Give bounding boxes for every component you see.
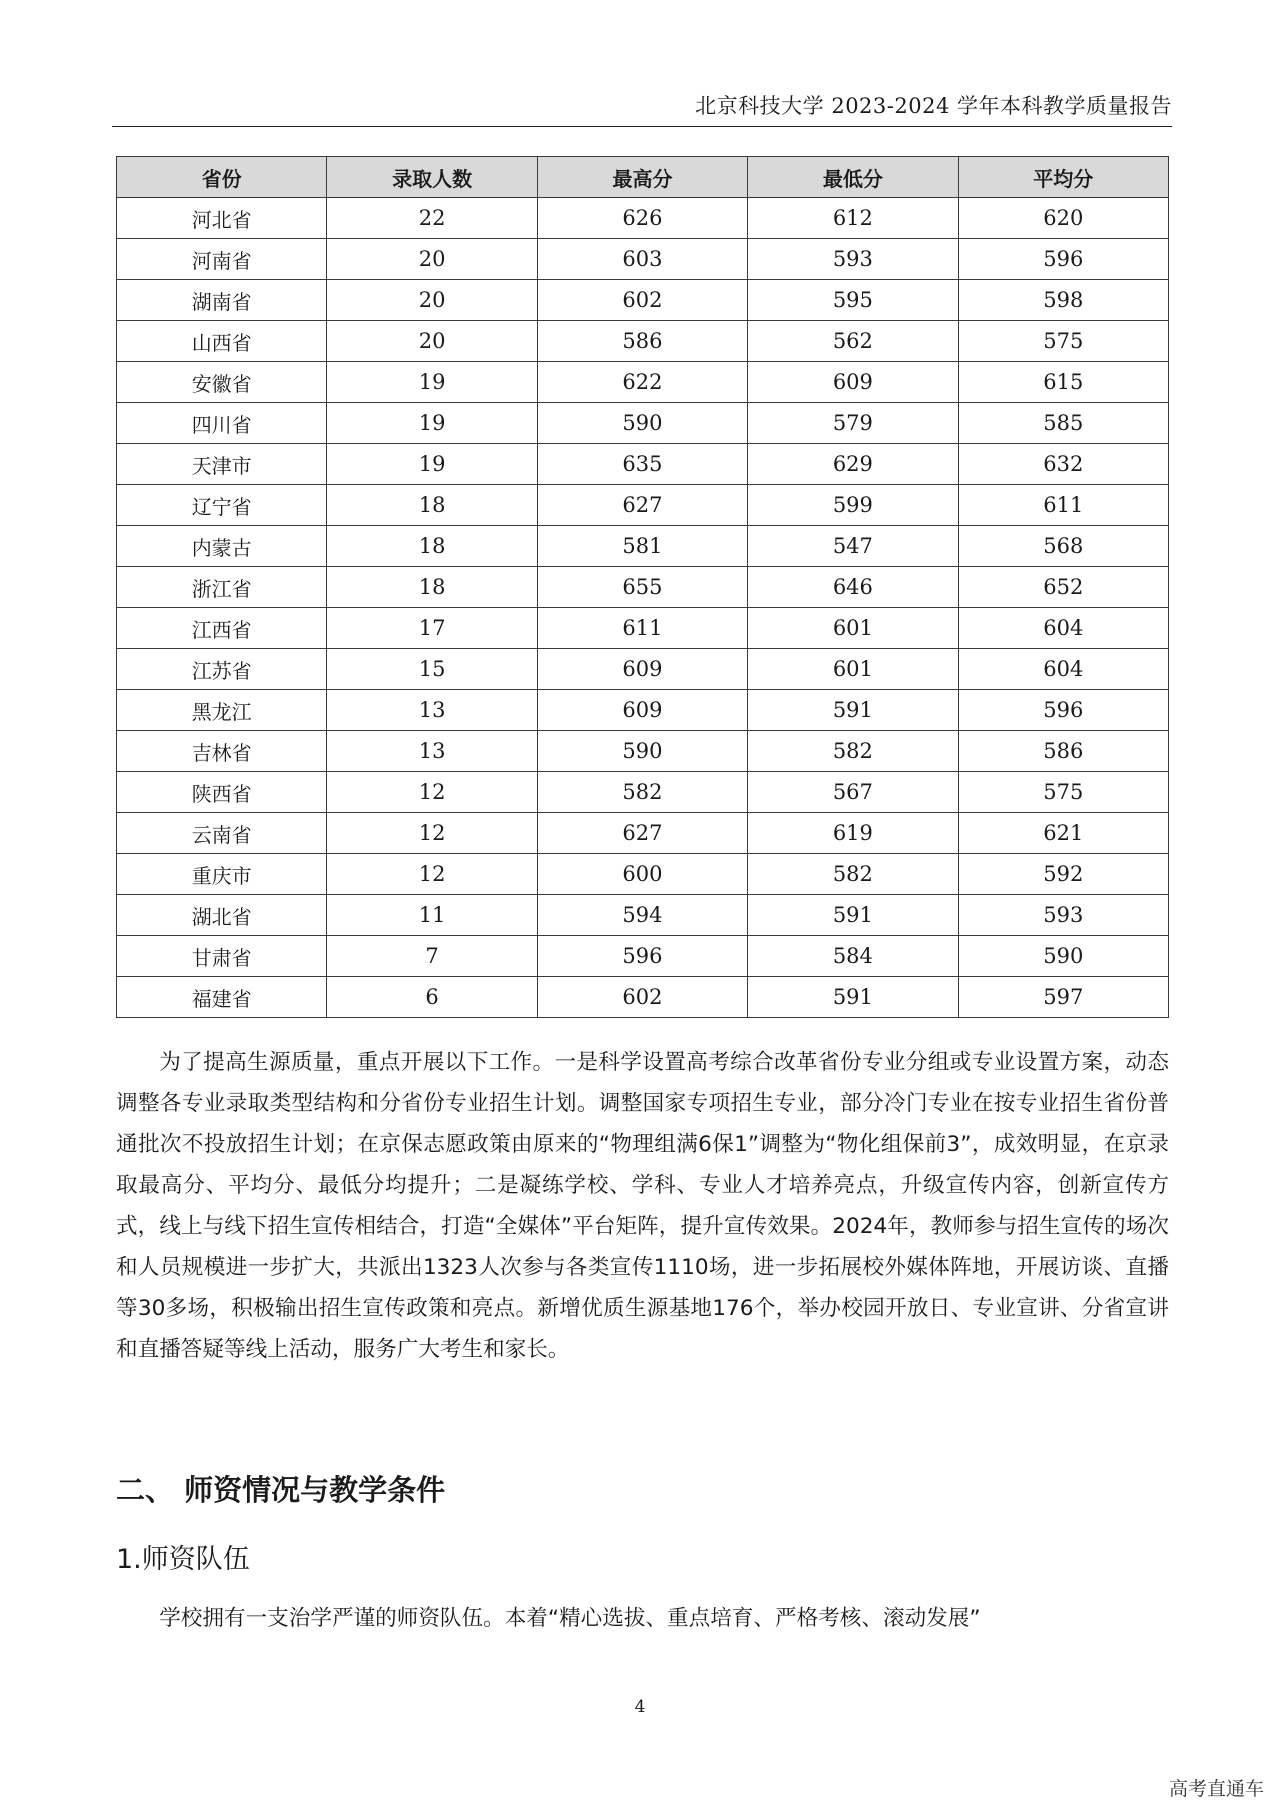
table-row bbox=[117, 485, 1169, 526]
table-row bbox=[117, 403, 1169, 444]
cell-admitted: 12 bbox=[327, 854, 537, 895]
cell-province: 湖北省 bbox=[117, 895, 327, 936]
table-row bbox=[117, 526, 1169, 567]
page-header bbox=[112, 88, 1172, 127]
cell-avg-score: 604 bbox=[958, 608, 1168, 649]
cell-admitted: 18 bbox=[327, 485, 537, 526]
cell-max-score: 590 bbox=[537, 403, 747, 444]
cell-max-score: 611 bbox=[537, 608, 747, 649]
table-row bbox=[117, 772, 1169, 813]
cell-max-score: 655 bbox=[537, 567, 747, 608]
table-row bbox=[117, 813, 1169, 854]
cell-avg-score: 652 bbox=[958, 567, 1168, 608]
table-row bbox=[117, 895, 1169, 936]
cell-avg-score: 615 bbox=[958, 362, 1168, 403]
table-row bbox=[117, 690, 1169, 731]
cell-avg-score: 620 bbox=[958, 198, 1168, 239]
section-heading: 二、 师资情况与教学条件 bbox=[116, 1473, 446, 1507]
cell-min-score: 591 bbox=[748, 895, 958, 936]
cell-min-score: 609 bbox=[748, 362, 958, 403]
cell-max-score: 635 bbox=[537, 444, 747, 485]
cell-max-score: 627 bbox=[537, 485, 747, 526]
cell-min-score: 619 bbox=[748, 813, 958, 854]
cell-max-score: 609 bbox=[537, 690, 747, 731]
cell-min-score: 612 bbox=[748, 198, 958, 239]
cell-admitted: 7 bbox=[327, 936, 537, 977]
cell-max-score: 627 bbox=[537, 813, 747, 854]
cell-province: 江西省 bbox=[117, 608, 327, 649]
cell-province: 内蒙古 bbox=[117, 526, 327, 567]
cell-province: 浙江省 bbox=[117, 567, 327, 608]
page-number: 4 bbox=[634, 1697, 646, 1717]
cell-avg-score: 596 bbox=[958, 239, 1168, 280]
table-row bbox=[117, 198, 1169, 239]
cell-admitted: 13 bbox=[327, 690, 537, 731]
cell-admitted: 13 bbox=[327, 731, 537, 772]
cell-max-score: 581 bbox=[537, 526, 747, 567]
cell-max-score: 603 bbox=[537, 239, 747, 280]
cell-province: 重庆市 bbox=[117, 854, 327, 895]
cell-avg-score: 585 bbox=[958, 403, 1168, 444]
table-row bbox=[117, 608, 1169, 649]
admission-scores-table bbox=[116, 156, 1169, 1018]
cell-min-score: 593 bbox=[748, 239, 958, 280]
cell-min-score: 595 bbox=[748, 280, 958, 321]
cell-min-score: 646 bbox=[748, 567, 958, 608]
cell-min-score: 629 bbox=[748, 444, 958, 485]
subsection-heading: 1.师资队伍 bbox=[116, 1544, 250, 1575]
cell-admitted: 20 bbox=[327, 239, 537, 280]
cell-admitted: 6 bbox=[327, 977, 537, 1018]
cell-province: 四川省 bbox=[117, 403, 327, 444]
table-row bbox=[117, 977, 1169, 1018]
cell-avg-score: 590 bbox=[958, 936, 1168, 977]
cell-admitted: 17 bbox=[327, 608, 537, 649]
cell-province: 黑龙江 bbox=[117, 690, 327, 731]
cell-admitted: 12 bbox=[327, 813, 537, 854]
cell-max-score: 602 bbox=[537, 280, 747, 321]
cell-max-score: 626 bbox=[537, 198, 747, 239]
cell-admitted: 11 bbox=[327, 895, 537, 936]
cell-avg-score: 575 bbox=[958, 772, 1168, 813]
cell-avg-score: 586 bbox=[958, 731, 1168, 772]
column-header-province: 省份 bbox=[117, 157, 327, 198]
cell-min-score: 582 bbox=[748, 854, 958, 895]
cell-min-score: 567 bbox=[748, 772, 958, 813]
header-title: 北京科技大学 2023-2024 学年本科教学质量报告 bbox=[695, 94, 1172, 118]
table-row bbox=[117, 239, 1169, 280]
watermark: 高考直通车 bbox=[1168, 1778, 1264, 1800]
cell-avg-score: 593 bbox=[958, 895, 1168, 936]
cell-admitted: 12 bbox=[327, 772, 537, 813]
cell-admitted: 20 bbox=[327, 280, 537, 321]
cell-province: 河北省 bbox=[117, 198, 327, 239]
body-paragraph-2: 学校拥有一支治学严谨的师资队伍。本着“精心选拔、重点培育、严格考核、滚动发展” bbox=[159, 1606, 981, 1631]
cell-province: 福建省 bbox=[117, 977, 327, 1018]
cell-max-score: 609 bbox=[537, 649, 747, 690]
column-header-admitted: 录取人数 bbox=[327, 157, 537, 198]
cell-avg-score: 568 bbox=[958, 526, 1168, 567]
cell-admitted: 22 bbox=[327, 198, 537, 239]
body-paragraph-1: 为了提高生源质量，重点开展以下工作。一是科学设置高考综合改革省份专业分组或专业设置方案，动态调整各专业录取类型结构和分省份专业招生计划。调整国家专项招生专业，部分冷门专业在按专业招生省份普通批次不投放招生计划；在京保志愿政策由原来的“物理组满6保1”调整为“物化组保前3”，成效明显，在京录取最高分、平均分、最低分均提升；二是凝练学校、学科、专业人才培养亮点，升级宣传内容，创新宣传方式，线上与线下招生宣传相结合，打造“全媒体”平台矩阵，提升宣传效果。2024年，教师参与招生宣传的场次和人员规模进一步扩大，共派出1323人次参与各类宣传1110场，进一步拓展校外媒体阵地，开展访谈、直播等30多场，积极输出招生宣传政策和亮点。新增优质生源基地176个，举办校园开放日、专业宣讲、分省宣讲和直播答疑等线上活动，服务广大考生和家长。 bbox=[116, 1050, 1169, 1362]
cell-admitted: 19 bbox=[327, 403, 537, 444]
cell-admitted: 15 bbox=[327, 649, 537, 690]
column-header-min-score: 最低分 bbox=[748, 157, 958, 198]
cell-province: 江苏省 bbox=[117, 649, 327, 690]
cell-min-score: 601 bbox=[748, 649, 958, 690]
cell-min-score: 591 bbox=[748, 977, 958, 1018]
cell-max-score: 602 bbox=[537, 977, 747, 1018]
cell-province: 河南省 bbox=[117, 239, 327, 280]
table-row bbox=[117, 649, 1169, 690]
cell-min-score: 601 bbox=[748, 608, 958, 649]
cell-min-score: 562 bbox=[748, 321, 958, 362]
cell-max-score: 596 bbox=[537, 936, 747, 977]
cell-province: 吉林省 bbox=[117, 731, 327, 772]
cell-avg-score: 604 bbox=[958, 649, 1168, 690]
cell-avg-score: 598 bbox=[958, 280, 1168, 321]
cell-max-score: 586 bbox=[537, 321, 747, 362]
table-row bbox=[117, 936, 1169, 977]
cell-min-score: 582 bbox=[748, 731, 958, 772]
table-row bbox=[117, 280, 1169, 321]
cell-avg-score: 632 bbox=[958, 444, 1168, 485]
table-row bbox=[117, 731, 1169, 772]
cell-min-score: 547 bbox=[748, 526, 958, 567]
cell-province: 山西省 bbox=[117, 321, 327, 362]
cell-max-score: 582 bbox=[537, 772, 747, 813]
cell-avg-score: 596 bbox=[958, 690, 1168, 731]
cell-avg-score: 611 bbox=[958, 485, 1168, 526]
cell-province: 安徽省 bbox=[117, 362, 327, 403]
column-header-avg-score: 平均分 bbox=[958, 157, 1168, 198]
table-body bbox=[117, 198, 1169, 1018]
cell-avg-score: 592 bbox=[958, 854, 1168, 895]
cell-province: 甘肃省 bbox=[117, 936, 327, 977]
table-row bbox=[117, 444, 1169, 485]
cell-min-score: 599 bbox=[748, 485, 958, 526]
table-row bbox=[117, 567, 1169, 608]
table-row bbox=[117, 321, 1169, 362]
column-header-max-score: 最高分 bbox=[537, 157, 747, 198]
cell-avg-score: 597 bbox=[958, 977, 1168, 1018]
cell-admitted: 18 bbox=[327, 567, 537, 608]
cell-province: 天津市 bbox=[117, 444, 327, 485]
cell-admitted: 18 bbox=[327, 526, 537, 567]
cell-admitted: 19 bbox=[327, 444, 537, 485]
cell-province: 湖南省 bbox=[117, 280, 327, 321]
cell-min-score: 579 bbox=[748, 403, 958, 444]
table-row bbox=[117, 854, 1169, 895]
cell-admitted: 19 bbox=[327, 362, 537, 403]
cell-max-score: 622 bbox=[537, 362, 747, 403]
table-row bbox=[117, 362, 1169, 403]
cell-max-score: 590 bbox=[537, 731, 747, 772]
cell-min-score: 584 bbox=[748, 936, 958, 977]
cell-admitted: 20 bbox=[327, 321, 537, 362]
cell-avg-score: 575 bbox=[958, 321, 1168, 362]
table-header-row bbox=[117, 157, 1169, 198]
cell-avg-score: 621 bbox=[958, 813, 1168, 854]
cell-province: 陕西省 bbox=[117, 772, 327, 813]
cell-province: 云南省 bbox=[117, 813, 327, 854]
cell-max-score: 600 bbox=[537, 854, 747, 895]
cell-province: 辽宁省 bbox=[117, 485, 327, 526]
cell-max-score: 594 bbox=[537, 895, 747, 936]
cell-min-score: 591 bbox=[748, 690, 958, 731]
